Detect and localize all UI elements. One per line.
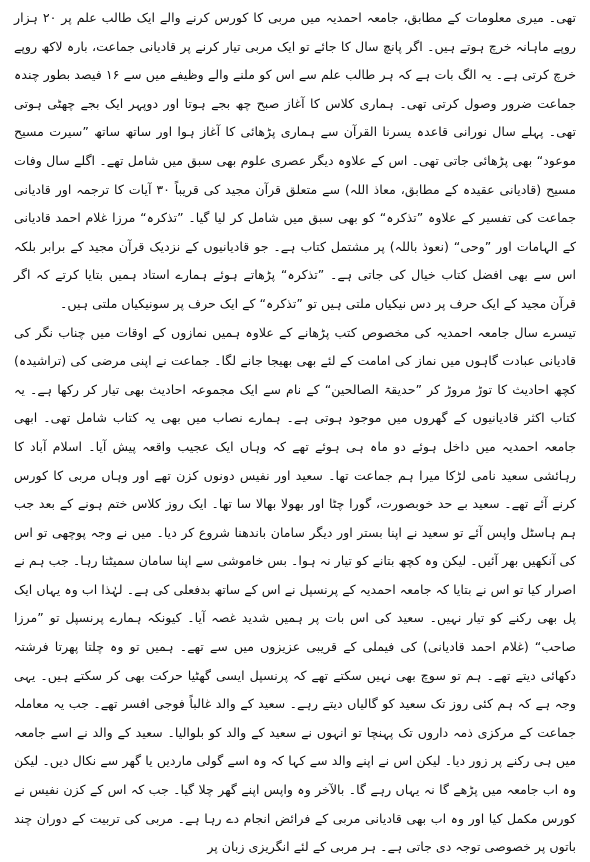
- paragraph: تیسرے سال جامعہ احمدیہ کی مخصوص کتب پڑھانے کے علاوہ ہمیں نمازوں کے اوقات میں چناب نگر کی قادیانی عبادت گاہوں میں نماز کی امامت کے لئے بھی بھیجا جانے لگا۔ جماعت نے اپنی مرضی کی (تراشیدہ) کچھ احادیث کا توڑ مروڑ کر ”حدیقۃ الصالحین“ کے نام سے ایک مجموعہ احادیث بھی تیار کر رکھا ہے۔ یہ کتاب اکثر قادیانیوں کے گھروں میں موجود ہوتی ہے۔ ہمارے نصاب میں بھی یہ کتاب شامل تھی۔ ابھی جامعہ احمدیہ میں داخل ہوئے دو ماہ ہی ہوئے تھے کہ وہاں ایک عجیب واقعہ پیش آیا۔ اسلام آباد کا رہائشی سعید نامی لڑکا میرا ہم جماعت تھا۔ سعید اور نفیس دونوں کزن تھے اور وہاں مربی کا کورس کرنے آئے تھے۔ سعید بے حد خوبصورت، گورا چٹا اور بھولا بھالا سا تھا۔ ایک روز کلاس ختم ہونے کے بعد جب ہم ہاسٹل واپس آئے تو سعید نے اپنا بستر اور دیگر سامان باندھنا شروع کر دیا۔ میں نے وجہ پوچھی تو اس کی آنکھیں بھر آئیں۔ لیکن وہ کچھ بتانے کو تیار نہ ہوا۔ بس خاموشی سے اپنا سامان سمیٹتا رہا۔ جب ہم نے اصرار کیا تو اس نے بتایا کہ جامعہ احمدیہ کے پرنسپل نے اس کے ساتھ بدفعلی کی ہے۔ لہٰذا اب وہ یہاں ایک پل بھی رکنے کو تیار نہیں۔ سعید کی اس بات پر ہمیں شدید غصہ آیا۔ کیونکہ ہمارے پرنسپل تو ”مرزا صاحب“ (غلام احمد قادیانی) کی فیملی کے قریبی عزیزوں میں سے تھے۔ ہمیں تو وہ چلتا پھرتا فرشتہ دکھائی دیتے تھے۔ ہم تو سوچ بھی نہیں سکتے تھے کہ پرنسپل ایسی گھٹیا حرکت بھی کر سکتے ہیں۔ یہی وجہ ہے کہ ہم کئی روز تک سعید کو گالیاں دیتے رہے۔ سعید کے والد غالباً فوجی افسر تھے۔ جب یہ معاملہ جماعت کے مرکزی ذمہ داروں تک پہنچا تو انہوں نے سعید کے والد کو بلوالیا۔ سعید کے والد نے اسے جامعہ میں ہی رکنے پر زور دیا۔ لیکن اس نے اپنے والد سے کہا کہ وہ اسے گولی ماردیں یا گھر سے نکال دیں۔ لیکن وہ اب جامعہ میں پڑھے گا نہ یہاں رہے گا۔ بالآخر وہ واپس اپنے گھر چلا گیا۔ جب کہ اس کے کزن نفیس نے کورس مکمل کیا اور وہ اب بھی قادیانی مربی کے فرائض انجام دے رہا ہے۔ مربی کی تربیت کے دوران چند باتوں پر خصوصی توجہ دی جاتی ہے۔ ہر مربی کے لئے انگریزی زبان پر: [14, 324, 576, 855]
- paragraph: تھی۔ میری معلومات کے مطابق، جامعہ احمدیہ میں مربی کا کورس کرنے والے ایک طالب علم پر ۲۰ ہزار روپے ماہانہ خرچ ہوتے ہیں۔ اگر پانچ سال کا جائے تو ایک مربی تیار کرنے پر قادیانی جماعت، بارہ لاکھ روپے خرچ کرتی ہے۔ یہ الگ بات ہے کہ ہر طالب علم سے اس کو ملنے والے وظیفے میں سے ۱۶ فیصد بطور چندہ جماعت ضرور وصول کرتی تھی۔ ہماری کلاس کا آغاز صبح چھ بجے ہوتا اور دوپہر ایک بجے چھٹی ہوتی تھی۔ پہلے سال نورانی قاعدہ یسرنا القرآن سے ہماری پڑھائی کا آغاز ہوا اور ساتھ ساتھ ”سیرت مسیح موعود“ بھی پڑھائی جاتی تھی۔ اس کے علاوہ دیگر عصری علوم بھی سبق میں شامل تھے۔ اگلے سال وفات مسیح (قادیانی عقیدہ کے مطابق، معاذ اللہ) سے متعلق قرآن مجید کی قریباً ۳۰ آیات کا ترجمہ اور قادیانی جماعت کی تفسیر کے علاوہ ”تذکرہ“ کو بھی سبق میں شامل کر لیا گیا۔ ”تذکرہ“ مرزا غلام احمد قادیانی کے الہامات اور ”وحی“ (نعوذ باللہ) پر مشتمل کتاب ہے۔ جو قادیانیوں کے نزدیک قرآن مجید کے برابر بلکہ اس سے بھی افضل کتاب خیال کی جاتی ہے۔ ”تذکرہ“ پڑھاتے ہوئے ہمارے استاد ہمیں بتایا کرتے کہ اگر قرآن مجید کے ایک حرف پر دس نیکیاں ملتی ہیں تو ”تذکرہ“ کے ایک حرف پر سونیکیاں ملتی ہیں۔: [14, 10, 577, 311]
